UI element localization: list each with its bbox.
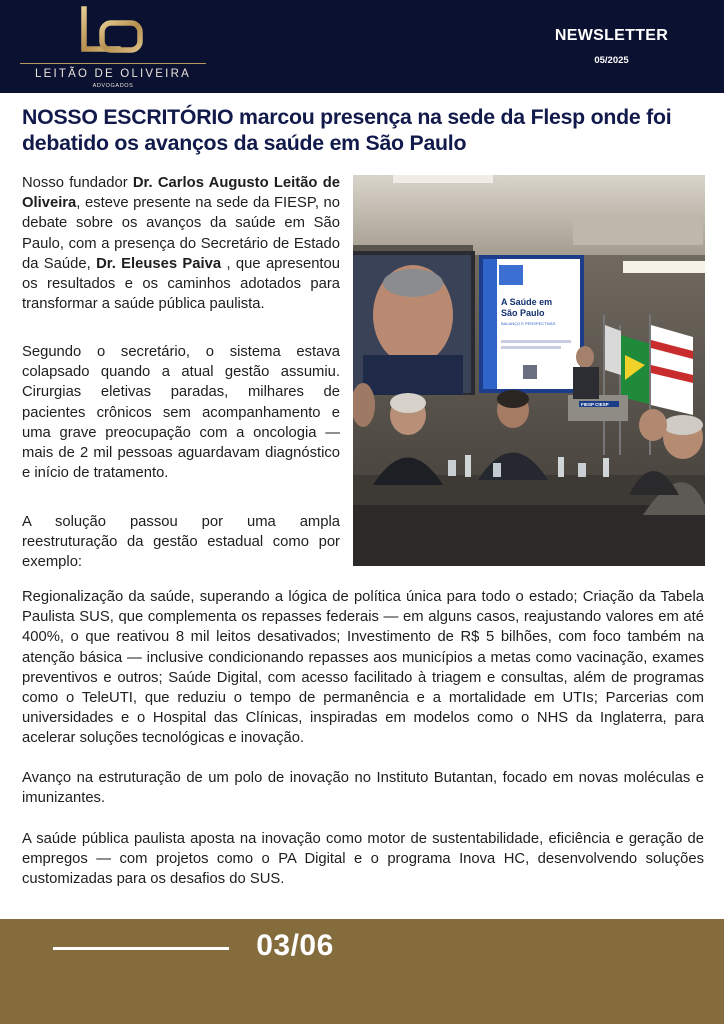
logo-divider [20,63,206,64]
intro-paragraph [22,173,340,314]
newsletter-label: NEWSLETTER [554,27,669,44]
article-headline: NOSSO ESCRITÓRIO marcou presença na sede da Flesp onde foi debatido os avanços da saúde em São Paulo [22,105,672,155]
intro-text-3: , que apresentou os resultados e os caminhos adotados para transformar a saúde pública paulista. [22,255,340,313]
intro-text-1: Nosso fundador [22,175,133,191]
slide-title-1: A Saúde em [501,297,553,307]
footer-divider [53,947,229,950]
header-bar [0,0,724,93]
lo-monogram-icon [78,6,148,56]
slide-subtitle: BALANÇO E PERSPECTIVAS [501,321,556,326]
paragraph-secretary: Segundo o secretário, o sistema estava colapsado quando a atual gestão assumiu. Cirurgias eletivas paradas, milhares de pacientes crônicos sem acompanhamento e uma grave preocupação com a oncologia — mais de 2 mil pessoas aguardavam diagnóstico e início de tratamento. [22,344,340,482]
event-photo [353,175,705,566]
lectern-banner: FIESP CIESP [581,402,609,407]
paragraph-innovation: A saúde pública paulista aposta na inovação como motor de sustentabilidade, eficiência e geração de empregos — com projetos como o PA Digital e o programa Inova HC, desenvolvendo soluções customizadas para os desafios do SUS. [22,831,704,888]
footer-bar [0,919,724,1024]
paragraph-solution: A solução passou por uma ampla reestruturação da gestão estadual como por exemplo: [22,514,340,571]
newsletter-date: 05/2025 [594,55,629,66]
event-photo-illustration [353,175,705,566]
intro-text-2: , esteve presente na sede da FIESP, no debate sobre os avanços da saúde em São Paulo, com a presença do Secretário de Estado da Saúde, [22,195,340,272]
page-number: 03/06 [256,929,334,962]
brand-name: LEITÃO DE OLIVEIRA [35,68,191,80]
brand-subtitle: ADVOGADOS [92,83,134,89]
secretary-name: Dr. Eleuses Paiva [96,255,222,272]
founder-name: Dr. Carlos Augusto Leitão de Oliveira [22,175,340,212]
slide-title-2: São Paulo [501,308,545,318]
paragraph-measures: Regionalização da saúde, superando a lógica de política única para todo o estado; Criação da Tabela Paulista SUS, que complementa os repasses federais — em alguns casos, reajustando valores em até 400%, o que reativou 8 mil leitos desativados; Investimento de R$ 5 bilhões, com foco também na atenção básica — inclusive condicionando repasses aos municípios a metas como vacinação, exames preventivos e outros; Saúde Digital, com acesso facilitado à triagem e consultas, além de programas como o TeleUTI, que reduziu o tempo de permanência e a mortalidade em UTIs; Parcerias com universidades e o Hospital das Clínicas, inspiradas em modelos como o NHS da Inglaterra, para acelerar soluções tecnológicas e inovação. [22,589,704,747]
paragraph-butantan: Avanço na estruturação de um polo de inovação no Instituto Butantan, focado em novas moléculas e imunizantes. [22,770,704,807]
logo [18,6,208,90]
